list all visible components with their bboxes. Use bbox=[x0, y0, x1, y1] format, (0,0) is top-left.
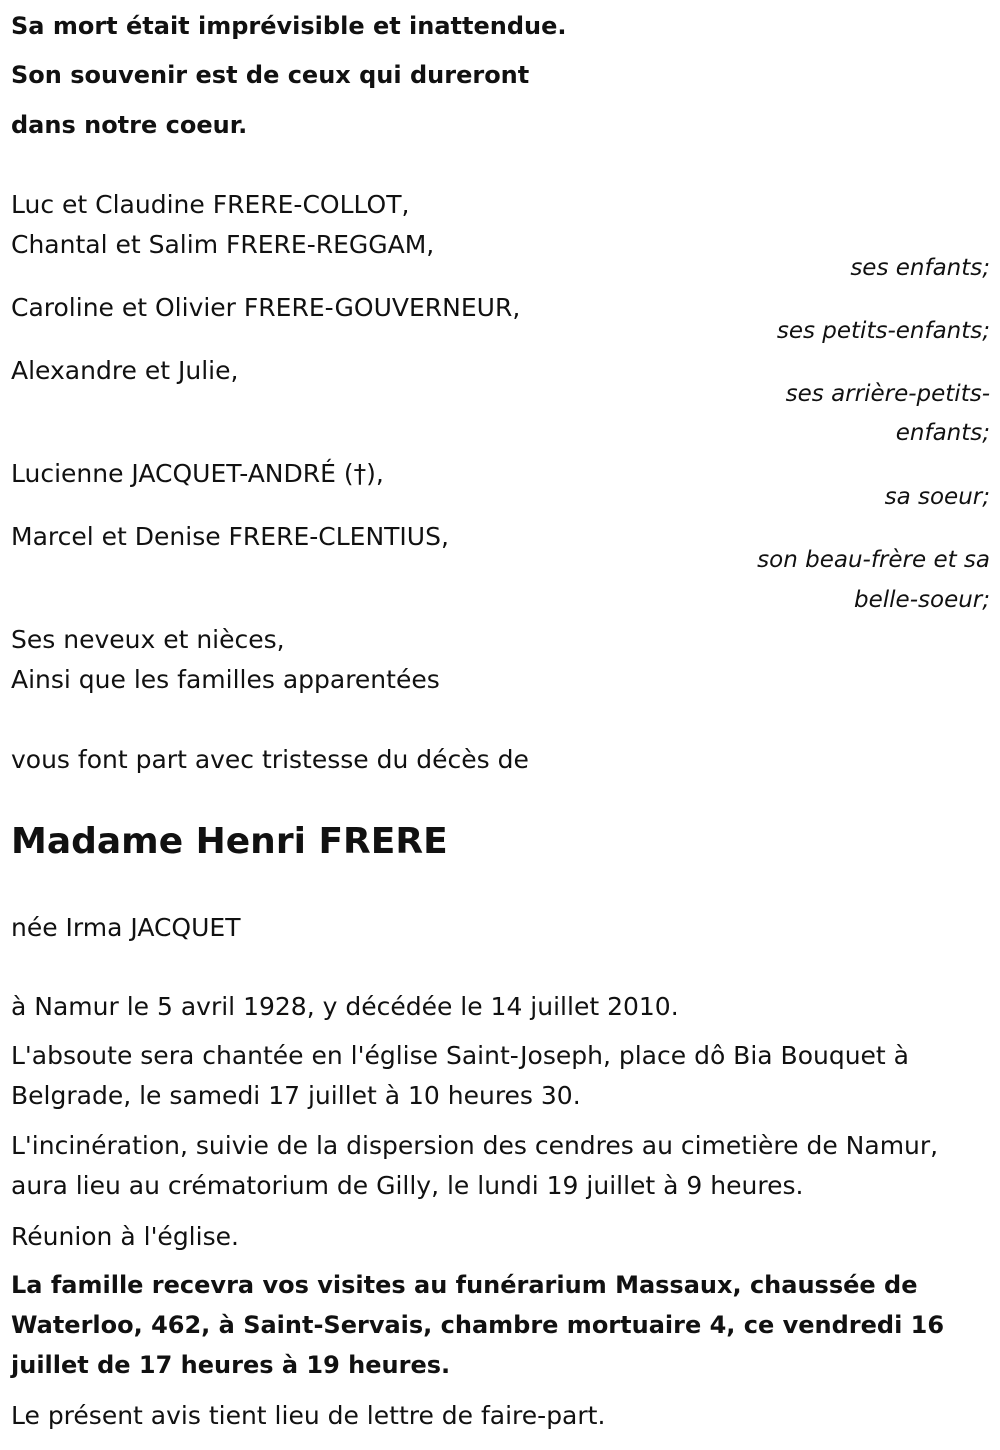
deceased-name: Madame Henri FRERE bbox=[11, 821, 448, 862]
in-laws: Marcel et Denise FRERE-CLENTIUS, bbox=[11, 522, 449, 551]
visits-info: La famille recevra vos visites au funérarium Massaux, chaussée de Waterloo, 462, à Saint-Servais, chambre mortuaire 4, ce vendredi 16 juillet de 17 heures à 19 heures. bbox=[11, 1271, 945, 1379]
faire-part-notice: Le présent avis tient lieu de lettre de faire-part. bbox=[11, 1401, 606, 1430]
grandchildren: Caroline et Olivier FRERE-GOUVERNEUR, bbox=[11, 293, 521, 322]
great-grandchildren: Alexandre et Julie, bbox=[11, 356, 239, 385]
extended-family-line-2: Ainsi que les familles apparentées bbox=[11, 665, 440, 694]
meeting-info: Réunion à l'église. bbox=[11, 1222, 239, 1251]
great-grandchildren-role-line-1: ses arrière-petits- bbox=[785, 381, 990, 407]
birth-death: à Namur le 5 avril 1928, y décédée le 14 juillet 2010. bbox=[11, 992, 679, 1021]
maiden-name: née Irma JACQUET bbox=[11, 913, 241, 942]
great-grandchildren-role-line-2: enfants; bbox=[895, 420, 990, 446]
children-role: ses enfants; bbox=[850, 255, 990, 281]
extended-family-line-1: Ses neveux et nièces, bbox=[11, 625, 285, 654]
epitaph-line-3: dans notre coeur. bbox=[11, 111, 248, 139]
sister-role: sa soeur; bbox=[884, 484, 990, 510]
epitaph-line-1: Sa mort était imprévisible et inattendue. bbox=[11, 12, 567, 40]
cremation-info: L'incinération, suivie de la dispersion des cendres au cimetière de Namur, aura lieu au crématorium de Gilly, le lundi 19 juillet à 9 heures. bbox=[11, 1131, 939, 1200]
in-laws-role-line-2: belle-soeur; bbox=[854, 587, 990, 613]
epitaph-line-2: Son souvenir est de ceux qui dureront bbox=[11, 61, 530, 89]
children-line-1: Luc et Claudine FRERE-COLLOT, bbox=[11, 190, 410, 219]
announcement: vous font part avec tristesse du décès de bbox=[11, 745, 529, 774]
children-line-2: Chantal et Salim FRERE-REGGAM, bbox=[11, 230, 435, 259]
absolution-info: L'absoute sera chantée en l'église Saint-Joseph, place dô Bia Bouquet à Belgrade, le samedi 17 juillet à 10 heures 30. bbox=[11, 1041, 909, 1110]
in-laws-role-line-1: son beau-frère et sa bbox=[757, 547, 990, 573]
sister: Lucienne JACQUET-ANDRÉ (†), bbox=[11, 459, 384, 488]
grandchildren-role: ses petits-enfants; bbox=[776, 318, 990, 344]
